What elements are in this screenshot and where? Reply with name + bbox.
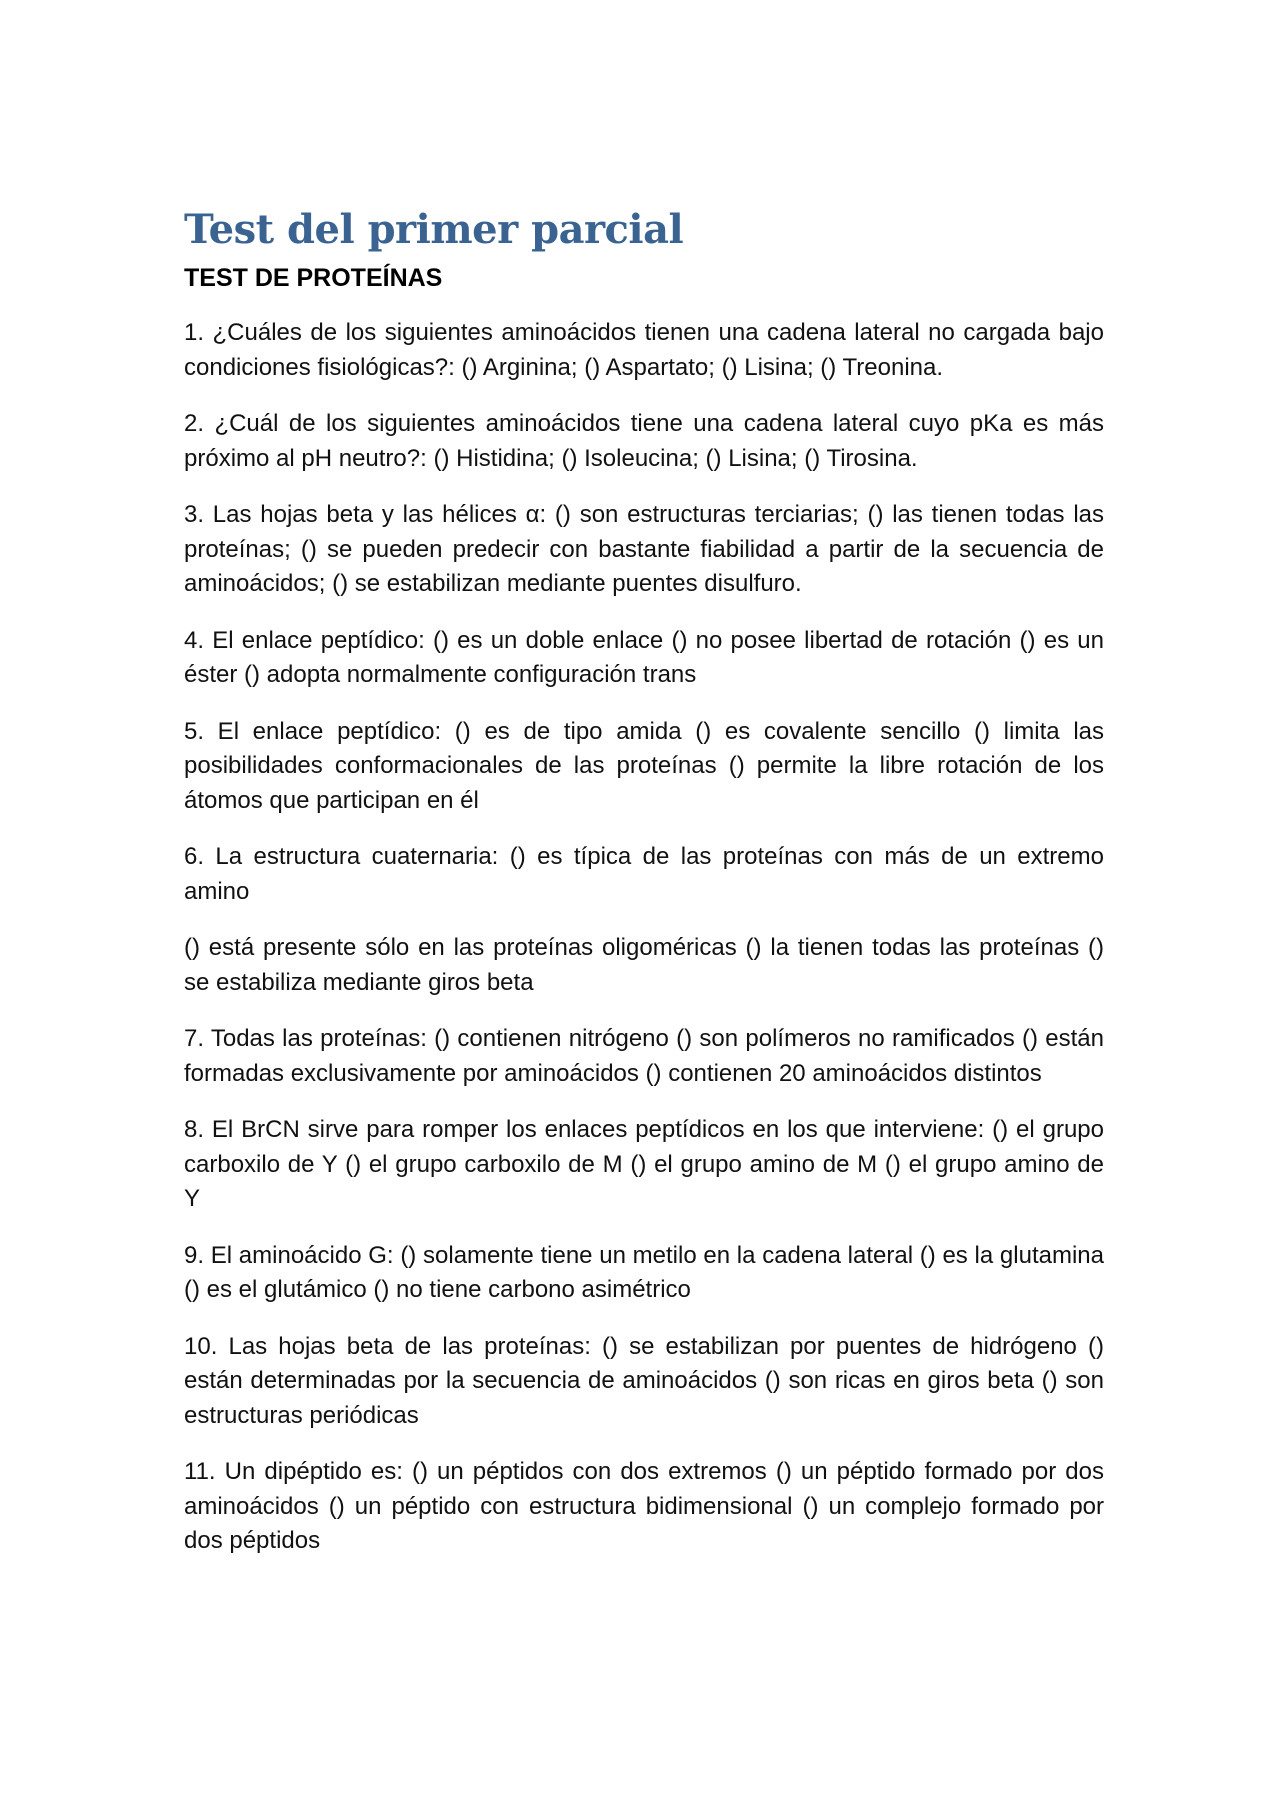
question-7: 7. Todas las proteínas: () contienen nitrógeno () son polímeros no ramificados () están formadas exclusivamente por aminoácidos () contienen 20 aminoácidos distintos [184,1025,1104,1087]
question-4: 4. El enlace peptídico: () es un doble enlace () no posee libertad de rotación () es un éster () adopta normalmente configuración trans [184,626,1104,688]
question-10: 10. Las hojas beta de las proteínas: () se estabilizan por puentes de hidrógeno () están determinadas por la secuencia de aminoácidos () son ricas en giros beta () son estructuras periódicas [184,1332,1104,1429]
question-5: 5. El enlace peptídico: () es de tipo amida () es covalente sencillo () limita las posibilidades conformacionales de las proteínas () permite la libre rotación de los átomos que participan en él [184,717,1104,814]
question-3: 3. Las hojas beta y las hélices α: () son estructuras terciarias; () las tienen todas las proteínas; () se pueden predecir con bastante fiabilidad a partir de la secuencia de aminoácidos; () se estabilizan mediante puentes disulfuro. [184,501,1104,597]
question-11: 11. Un dipéptido es: () un péptidos con dos extremos () un péptido formado por dos aminoácidos () un péptido con estructura bidimensional () un complejo formado por dos péptidos [184,1458,1104,1554]
page-title: Test del primer parcial [184,206,684,253]
question-list [184,316,1104,1559]
question-6-continued: () está presente sólo en las proteínas oligoméricas () la tienen todas las proteínas () se estabiliza mediante giros beta [184,934,1104,996]
question-9: 9. El aminoácido G: () solamente tiene un metilo en la cadena lateral () es la glutamina () es el glutámico () no tiene carbono asimétrico [184,1241,1104,1303]
document-content [184,204,1104,1581]
question-8: 8. El BrCN sirve para romper los enlaces peptídicos en los que interviene: () el grupo carboxilo de Y () el grupo carboxilo de M () el grupo amino de M () el grupo amino de Y [184,1116,1104,1212]
section-heading: TEST DE PROTEÍNAS [184,264,443,292]
question-1: 1. ¿Cuáles de los siguientes aminoácidos tienen una cadena lateral no cargada bajo condiciones fisiológicas?: () Arginina; () Aspartato; () Lisina; () Treonina. [184,319,1104,381]
question-6: 6. La estructura cuaternaria: () es típica de las proteínas con más de un extremo amino [184,843,1104,905]
question-2: 2. ¿Cuál de los siguientes aminoácidos tiene una cadena lateral cuyo pKa es más próximo al pH neutro?: () Histidina; () Isoleucina; () Lisina; () Tirosina. [184,410,1104,472]
